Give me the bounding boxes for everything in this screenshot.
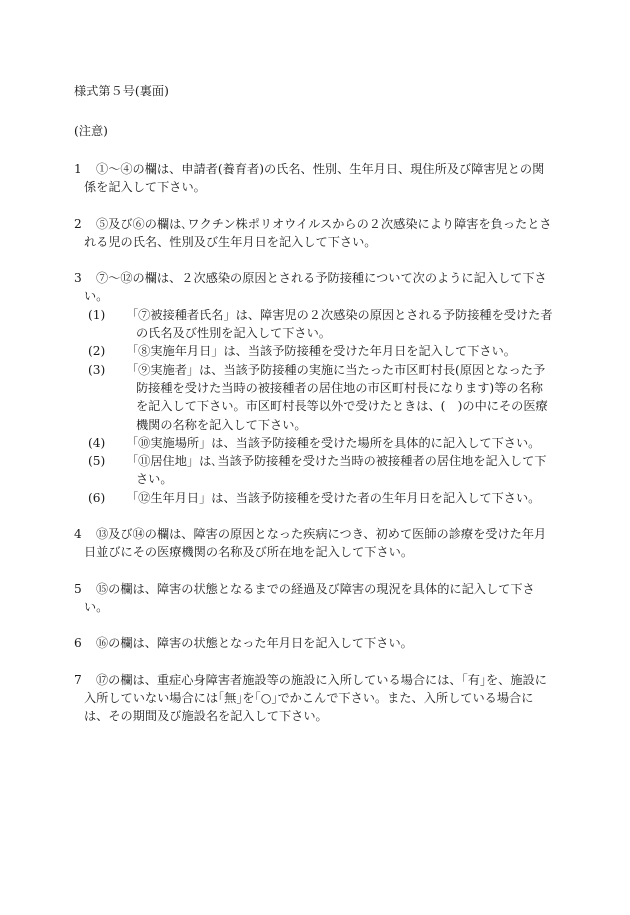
note-item-2: [74, 215, 554, 252]
form-title: 様式第５号(裏面): [74, 84, 169, 98]
subitem-3: [84, 361, 554, 434]
note-3-subitems: [84, 306, 554, 507]
subitem-text: 「⑪居住地」は､当該予防接種を受けた当時の被接種者の居住地を記入して下さい。: [126, 454, 547, 487]
subitem-4: [84, 434, 554, 452]
note-text: ⑮の欄は、障害の状態となるまでの経過及び障害の現況を具体的に記入して下さい。: [84, 581, 535, 614]
note-text: ⑬及び⑭の欄は、障害の原因となった疾病につき、初めて医師の診療を受けた年月日並びにその医療機関の名称及び所在地を記入して下さい。: [84, 527, 547, 560]
note-number: 4: [74, 527, 82, 542]
notes-heading: (注意): [74, 124, 108, 138]
subitem-text: 「⑫生年月日」は、当該予防接種を受けた者の生年月日を記入して下さい。: [126, 490, 541, 505]
subitem-number: (6): [88, 490, 106, 505]
note-number: 7: [74, 672, 82, 687]
subitem-6: [84, 489, 554, 507]
subitem-1: [84, 306, 554, 343]
note-text: ①～④の欄は、申請者(養育者)の氏名、性別、生年月日、現住所及び障害児との関係を記入して下さい。: [84, 162, 545, 195]
note-number: 5: [74, 581, 82, 596]
subitem-number: (3): [88, 362, 106, 377]
note-text: ⑦～⑫の欄は、２次感染の原因とされる予防接種について次のように記入して下さい。: [84, 271, 547, 304]
note-item-5: [74, 580, 554, 617]
note-item-6: [74, 634, 554, 652]
note-number: 6: [74, 636, 82, 651]
subitem-text: 「⑧実施年月日」は、当該予防接種を受けた年月日を記入して下さい。: [126, 344, 516, 359]
note-item-7: [74, 671, 554, 726]
note-text: ⑰の欄は、重症心身障害者施設等の施設に入所している場合には、｢有｣を、施設に入所していない場合には｢無｣を｢○｣でかこんで下さい。また、入所している場合には、その期間及び施設名を記入して下さい。: [84, 672, 547, 724]
note-number: 1: [74, 162, 82, 176]
note-number: 2: [74, 216, 82, 231]
note-item-1: [74, 160, 554, 197]
subitem-2: [84, 342, 554, 360]
subitem-number: (5): [88, 454, 106, 469]
note-item-4: [74, 525, 554, 562]
notes-list: [74, 160, 554, 743]
subitem-text: 「⑦被接種者氏名」は、障害児の２次感染の原因とされる予防接種を受けた者の氏名及び性別を記入して下さい。: [126, 307, 553, 341]
note-text: ⑯の欄は、障害の状態となった年月日を記入して下さい。: [96, 636, 413, 651]
note-number: 3: [74, 271, 82, 286]
subitem-number: (1): [88, 307, 106, 322]
note-text: ⑤及び⑥の欄は､ワクチン株ポリオウイルスからの２次感染により障害を負ったとされる児の氏名、性別及び生年月日を記入して下さい。: [84, 216, 552, 249]
subitem-text: 「⑩実施場所」は、当該予防接種を受けた場所を具体的に記入して下さい。: [126, 435, 541, 450]
subitem-number: (2): [88, 344, 106, 359]
subitem-text: 「⑨実施者」は、当該予防接種の実施に当たった市区町村長(原因となった予防接種を受けた当時の被接種者の居住地の市区町村長になります)等の名称を記入して下さい。市区町村長等以外で受けたときは、( )の中にその医療機関の名称を記入して下さい。: [126, 362, 548, 432]
subitem-5: [84, 452, 554, 489]
subitem-number: (4): [88, 435, 106, 450]
note-item-3: [74, 269, 554, 507]
